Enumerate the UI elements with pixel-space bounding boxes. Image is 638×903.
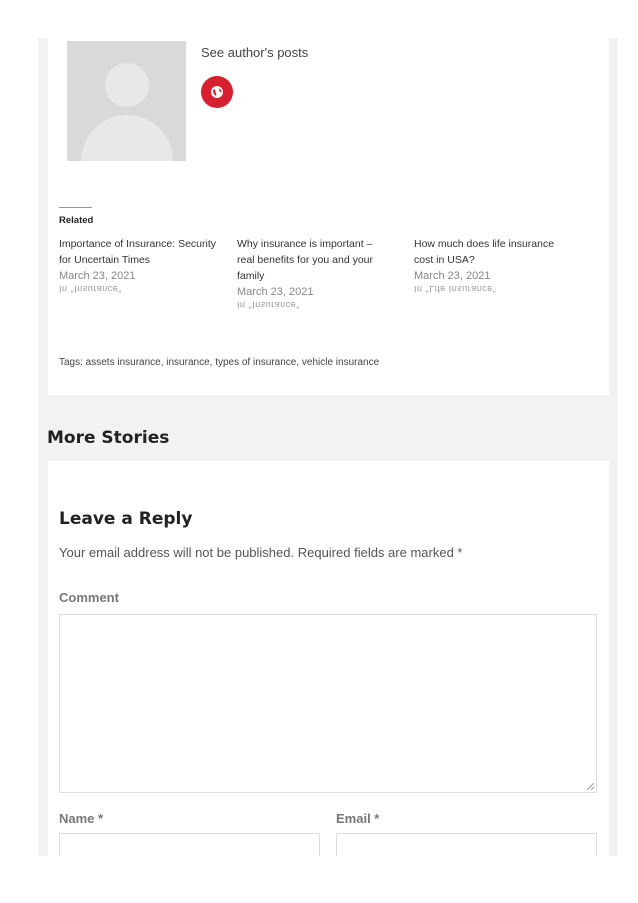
related-post-title[interactable]: How much does life insurance cost in USA? — [414, 238, 555, 266]
related-post-category: In "Insurance" — [237, 300, 300, 310]
more-stories-heading: More Stories — [47, 428, 170, 448]
leave-reply-heading: Leave a Reply — [59, 509, 193, 529]
globe-icon — [210, 85, 224, 99]
page-bottom-margin — [0, 856, 638, 903]
related-post — [59, 236, 224, 294]
comment-textarea[interactable] — [59, 614, 597, 793]
related-post — [414, 236, 574, 294]
author-avatar — [67, 41, 186, 161]
avatar-body — [81, 115, 173, 161]
related-post-date: March 23, 2021 — [237, 286, 314, 298]
related-post-date: March 23, 2021 — [414, 270, 491, 282]
related-post-category: In "Insurance" — [59, 284, 122, 294]
author-website-button[interactable] — [201, 76, 233, 108]
related-post — [237, 236, 392, 310]
related-post-category: In "Life Insurance" — [414, 284, 497, 294]
comment-label: Comment — [59, 590, 119, 605]
related-heading: Related — [59, 215, 94, 226]
name-label: Name * — [59, 811, 104, 826]
email-label: Email * — [336, 811, 380, 826]
see-author-posts-link[interactable]: See author's posts — [201, 45, 309, 60]
post-tags: Tags: assets insurance, insurance, types of insurance, vehicle insurance — [59, 357, 380, 368]
related-post-title[interactable]: Importance of Insurance: Security for Uncertain Times — [59, 238, 216, 266]
related-post-date: March 23, 2021 — [59, 270, 136, 282]
required-fields-note: Your email address will not be published. Required fields are marked * — [59, 545, 463, 560]
related-post-title[interactable]: Why insurance is important – real benefits for you and your family — [237, 238, 373, 282]
resize-grip-icon[interactable] — [587, 783, 594, 790]
related-divider — [59, 207, 92, 208]
avatar-head — [105, 63, 149, 107]
